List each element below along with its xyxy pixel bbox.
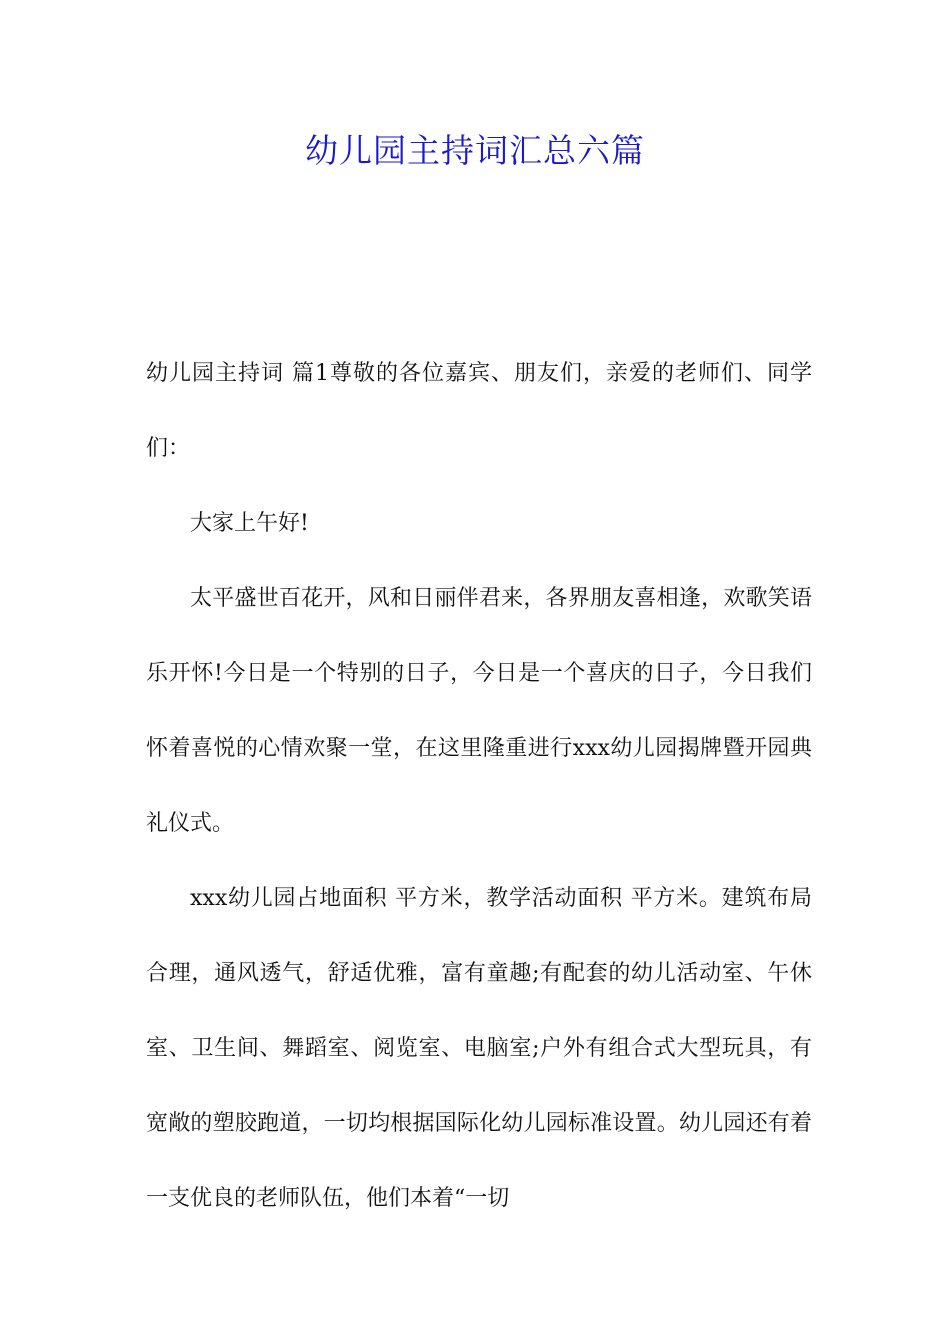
document-body [146, 336, 812, 1236]
paragraph-welcome: 太平盛世百花开，风和日丽伴君来，各界朋友喜相逢，欢歌笑语乐开怀!今日是一个特别的日子，今日是一个喜庆的日子，今日我们怀着喜悦的心情欢聚一堂，在这里隆重进行xxx幼儿园揭牌暨开园典礼仪式。 [146, 586, 812, 836]
paragraph-greeting: 大家上午好! [190, 511, 309, 536]
document-title: 幼儿园主持词汇总六篇 [305, 131, 645, 170]
paragraph-kindergarten-intro: xxx幼儿园占地面积 平方米，教学活动面积 平方米。建筑布局合理，通风透气，舒适优雅，富有童趣;有配套的幼儿活动室、午休室、卫生间、舞蹈室、阅览室、电脑室;户外有组合式大型玩具，有宽敞的塑胶跑道，一切均根据国际化幼儿园标准设置。幼儿园还有着一支优良的老师队伍，他们本着“一切 [146, 886, 812, 1211]
paragraph-opening: 幼儿园主持词 篇1尊敬的各位嘉宾、朋友们，亲爱的老师们、同学们： [146, 361, 812, 461]
